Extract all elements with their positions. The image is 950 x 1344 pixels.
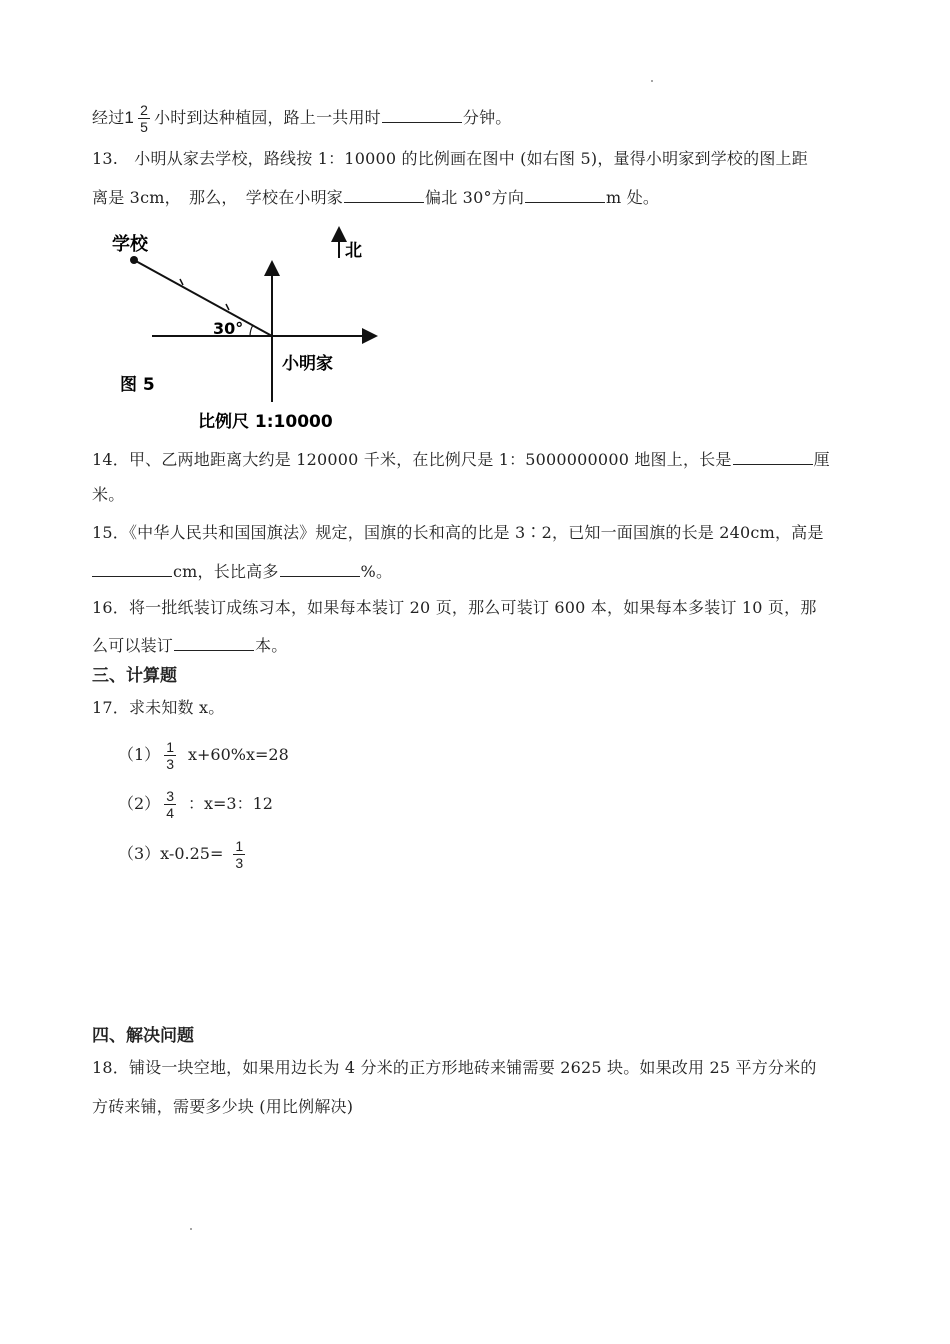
q17-p1-label: （1）	[118, 745, 161, 764]
angle-label: 30°	[213, 319, 244, 338]
q14-answer-blank[interactable]	[733, 448, 813, 465]
q17-p3-num: 1	[235, 838, 244, 854]
q16-text-a: 么可以装订	[92, 636, 174, 655]
q17-part2	[118, 788, 273, 821]
q13-distance-blank[interactable]	[525, 186, 605, 203]
q12-answer-blank[interactable]	[382, 106, 462, 123]
school-point	[130, 256, 138, 264]
q17-p1-den: 3	[166, 756, 174, 772]
q12-fraction	[138, 102, 150, 135]
q14-line2: 米。	[92, 485, 125, 504]
scale-label: 比例尺 1:10000	[198, 412, 333, 432]
home-label: 小明家	[282, 354, 333, 374]
route-line	[134, 260, 272, 336]
figure-5-diagram	[108, 224, 398, 434]
q12-frac-num: 2	[140, 102, 149, 118]
q14-line1	[92, 448, 830, 471]
q15-height-blank[interactable]	[92, 560, 172, 577]
scan-dot	[190, 1228, 192, 1230]
q16-text-b: 本。	[255, 636, 288, 655]
q15-percent-blank[interactable]	[280, 560, 360, 577]
q15-line1: 15．《中华人民共和国国旗法》规定，国旗的长和高的比是 3∶2，已知一面国旗的长是 240cm，高是	[92, 523, 824, 542]
angle-arc	[250, 325, 253, 336]
route-tick-1	[180, 279, 183, 285]
q14-text-a: 14．甲、乙两地距离大约是 120000 千米，在比例尺是 1：5000000000 地图上，长是	[92, 450, 732, 469]
q17-p2-equation: ：x=3：12	[187, 794, 273, 813]
q15-text-a: cm，长比高多	[173, 562, 279, 581]
q12-text-post: 分钟。	[462, 108, 512, 127]
q17-part3	[118, 838, 249, 871]
q17-p2-label: （2）	[118, 794, 161, 813]
q17-title: 17．求未知数 x。	[92, 698, 225, 717]
q17-p2-den: 4	[166, 805, 174, 821]
q17-p1-num: 1	[166, 739, 174, 755]
section-heading-problem-solving: 四、解决问题	[92, 1026, 194, 1046]
q13-direction-blank[interactable]	[344, 186, 424, 203]
q12-mixed-whole: 1	[124, 108, 135, 127]
q12-text-pre: 经过	[92, 108, 125, 127]
q17-p1-fraction	[164, 739, 176, 772]
q15-text-b: %。	[360, 562, 393, 581]
q16-line2	[92, 634, 287, 657]
q13-line1: 13. 小明从家去学校，路线按 1：10000 的比例画在图中 (如右图 5)，量得小明家到学校的图上距	[92, 149, 808, 168]
q16-answer-blank[interactable]	[174, 634, 254, 651]
q13-text-c: m 处。	[606, 188, 660, 207]
q17-p3-label: （3）x-0.25=	[118, 844, 224, 863]
q17-p2-num: 3	[166, 788, 174, 804]
q17-part1	[118, 739, 289, 772]
q14-text-b: 厘	[813, 450, 830, 469]
q18-line2: 方砖来铺，需要多少块 (用比例解决)	[92, 1097, 354, 1116]
q13-text-a: 离是 3cm， 那么， 学校在小明家	[92, 188, 343, 207]
q12-continuation	[92, 102, 511, 135]
q17-p3-fraction	[233, 838, 245, 871]
q15-line2	[92, 560, 392, 583]
q13-text-b: 偏北 30°方向	[425, 188, 525, 207]
q17-p2-fraction	[164, 788, 176, 821]
route-tick-2	[226, 304, 229, 310]
q17-p1-equation: x+60%x=28	[187, 745, 289, 764]
north-label: 北	[345, 241, 362, 261]
q12-frac-den: 5	[140, 119, 149, 135]
q12-text-mid: 小时到达种植园，路上一共用时	[154, 108, 381, 127]
scan-dot	[651, 80, 653, 82]
q16-line1: 16．将一批纸装订成练习本，如果每本装订 20 页，那么可装订 600 本，如果每本多装订 10 页，那	[92, 598, 817, 617]
q17-p3-den: 3	[235, 855, 244, 871]
q18-line1: 18．铺设一块空地，如果用边长为 4 分米的正方形地砖来铺需要 2625 块。如果改用 25 平方分米的	[92, 1058, 817, 1077]
school-label: 学校	[112, 234, 148, 255]
section-heading-calculation: 三、计算题	[92, 666, 177, 686]
q13-line2	[92, 186, 659, 209]
figure-label: 图 5	[120, 375, 155, 395]
